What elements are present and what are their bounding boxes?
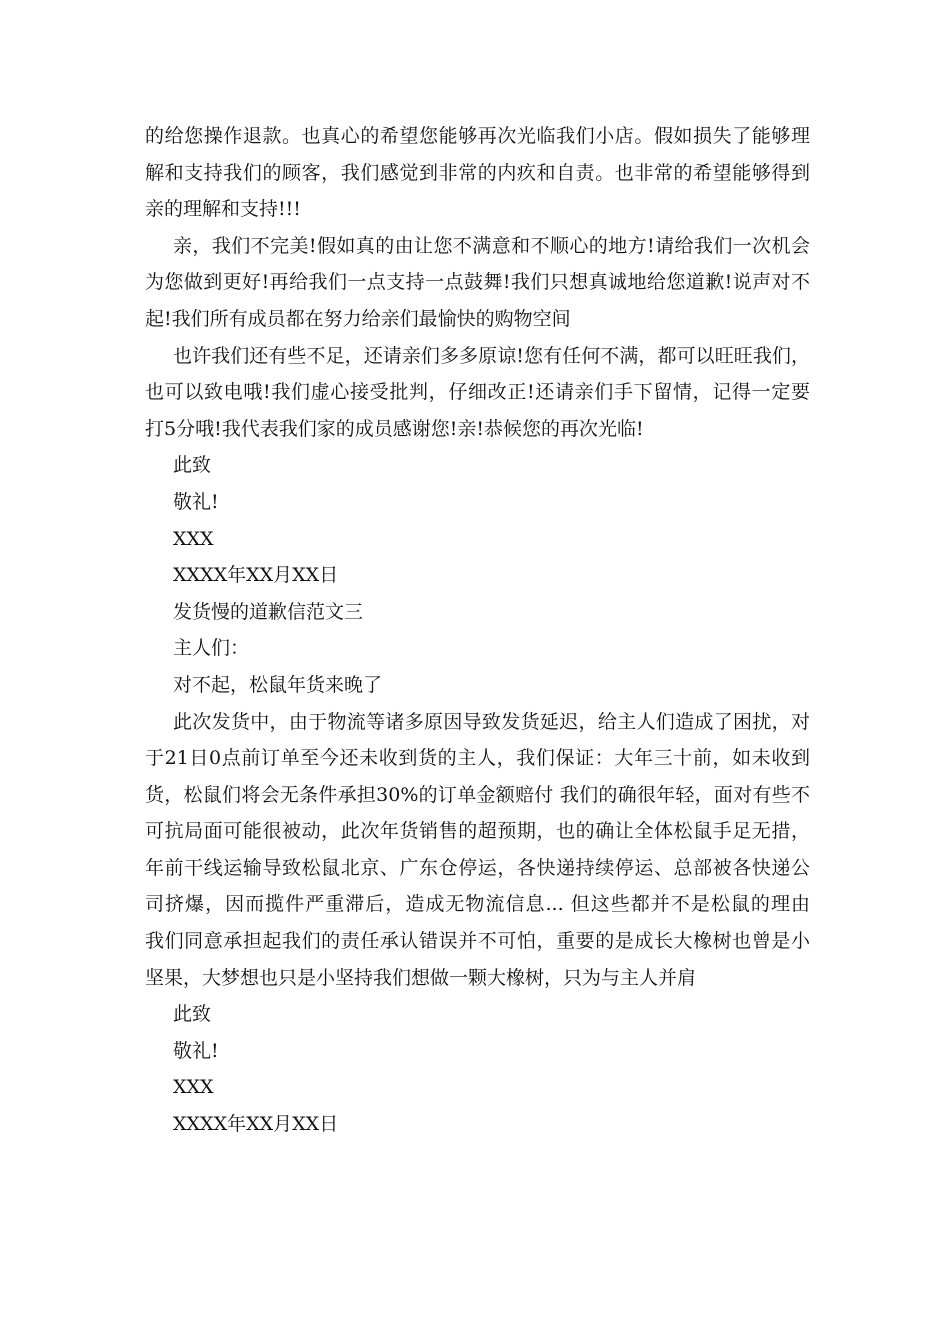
body-line: 对不起，松鼠年货来晚了 xyxy=(173,673,383,696)
greeting-line: 主人们： xyxy=(173,637,250,660)
body-line: 司挤爆，因而揽件严重滞后，造成无物流信息... 但这些都并不是松鼠的理由 xyxy=(145,893,810,916)
body-line: 年前干线运输导致松鼠北京、广东仓停运，各快递持续停运、总部被各快递公 xyxy=(145,856,810,879)
closing-line: 此致 xyxy=(173,1003,212,1026)
body-line: 的给您操作退款。也真心的希望您能够再次光临我们小店。假如损失了能够理 xyxy=(145,125,810,147)
body-line: 亲，我们不完美!假如真的由让您不满意和不顺心的地方!请给我们一次机会 xyxy=(173,234,810,257)
body-line: 为您做到更好!再给我们一点支持一点鼓舞!我们只想真诚地给您道歉!说声对不 xyxy=(145,271,810,294)
signature-line: XXX xyxy=(173,1076,214,1099)
body-line: 于21日0点前订单至今还未收到货的主人，我们保证：大年三十前，如未收到 xyxy=(145,747,810,770)
body-line: 货，松鼠们将会无条件承担30%的订单金额赔付 我们的确很年轻，面对有些不 xyxy=(145,783,810,806)
salutation-line: 敬礼! xyxy=(173,1039,219,1062)
body-line: 我们同意承担起我们的责任承认错误并不可怕，重要的是成长大橡树也曾是小 xyxy=(145,930,810,953)
body-line: 坚果，大梦想也只是小坚持我们想做一颗大橡树，只为与主人并肩 xyxy=(145,966,697,989)
body-line: 也可以致电哦!我们虚心接受批判，仔细改正!还请亲们手下留情，记得一定要 xyxy=(145,381,810,404)
body-line: 起!我们所有成员都在努力给亲们最愉快的购物空间 xyxy=(145,307,571,330)
body-line: 解和支持我们的顾客，我们感觉到非常的内疚和自责。也非常的希望能够得到 xyxy=(145,161,810,184)
closing-line: 此致 xyxy=(173,454,212,477)
body-line: 也许我们还有些不足，还请亲们多多原谅!您有任何不满，都可以旺旺我们， xyxy=(173,344,810,367)
body-line: 此次发货中，由于物流等诸多原因导致发货延迟，给主人们造成了困扰，对 xyxy=(173,710,810,733)
body-line: 亲的理解和支持!!! xyxy=(145,198,301,221)
date-line: XXXX年XX月XX日 xyxy=(173,564,339,587)
signature-line: XXX xyxy=(173,527,214,550)
document-body xyxy=(145,118,810,1143)
body-line: 打5分哦!我代表我们家的成员感谢您!亲!恭候您的再次光临! xyxy=(145,417,644,440)
date-line: XXXX年XX月XX日 xyxy=(173,1113,339,1136)
salutation-line: 敬礼! xyxy=(173,490,219,513)
section-title: 发货慢的道歉信范文三 xyxy=(173,600,364,623)
body-line: 可抗局面可能很被动，此次年货销售的超预期，也的确让全体松鼠手足无措， xyxy=(145,820,810,843)
